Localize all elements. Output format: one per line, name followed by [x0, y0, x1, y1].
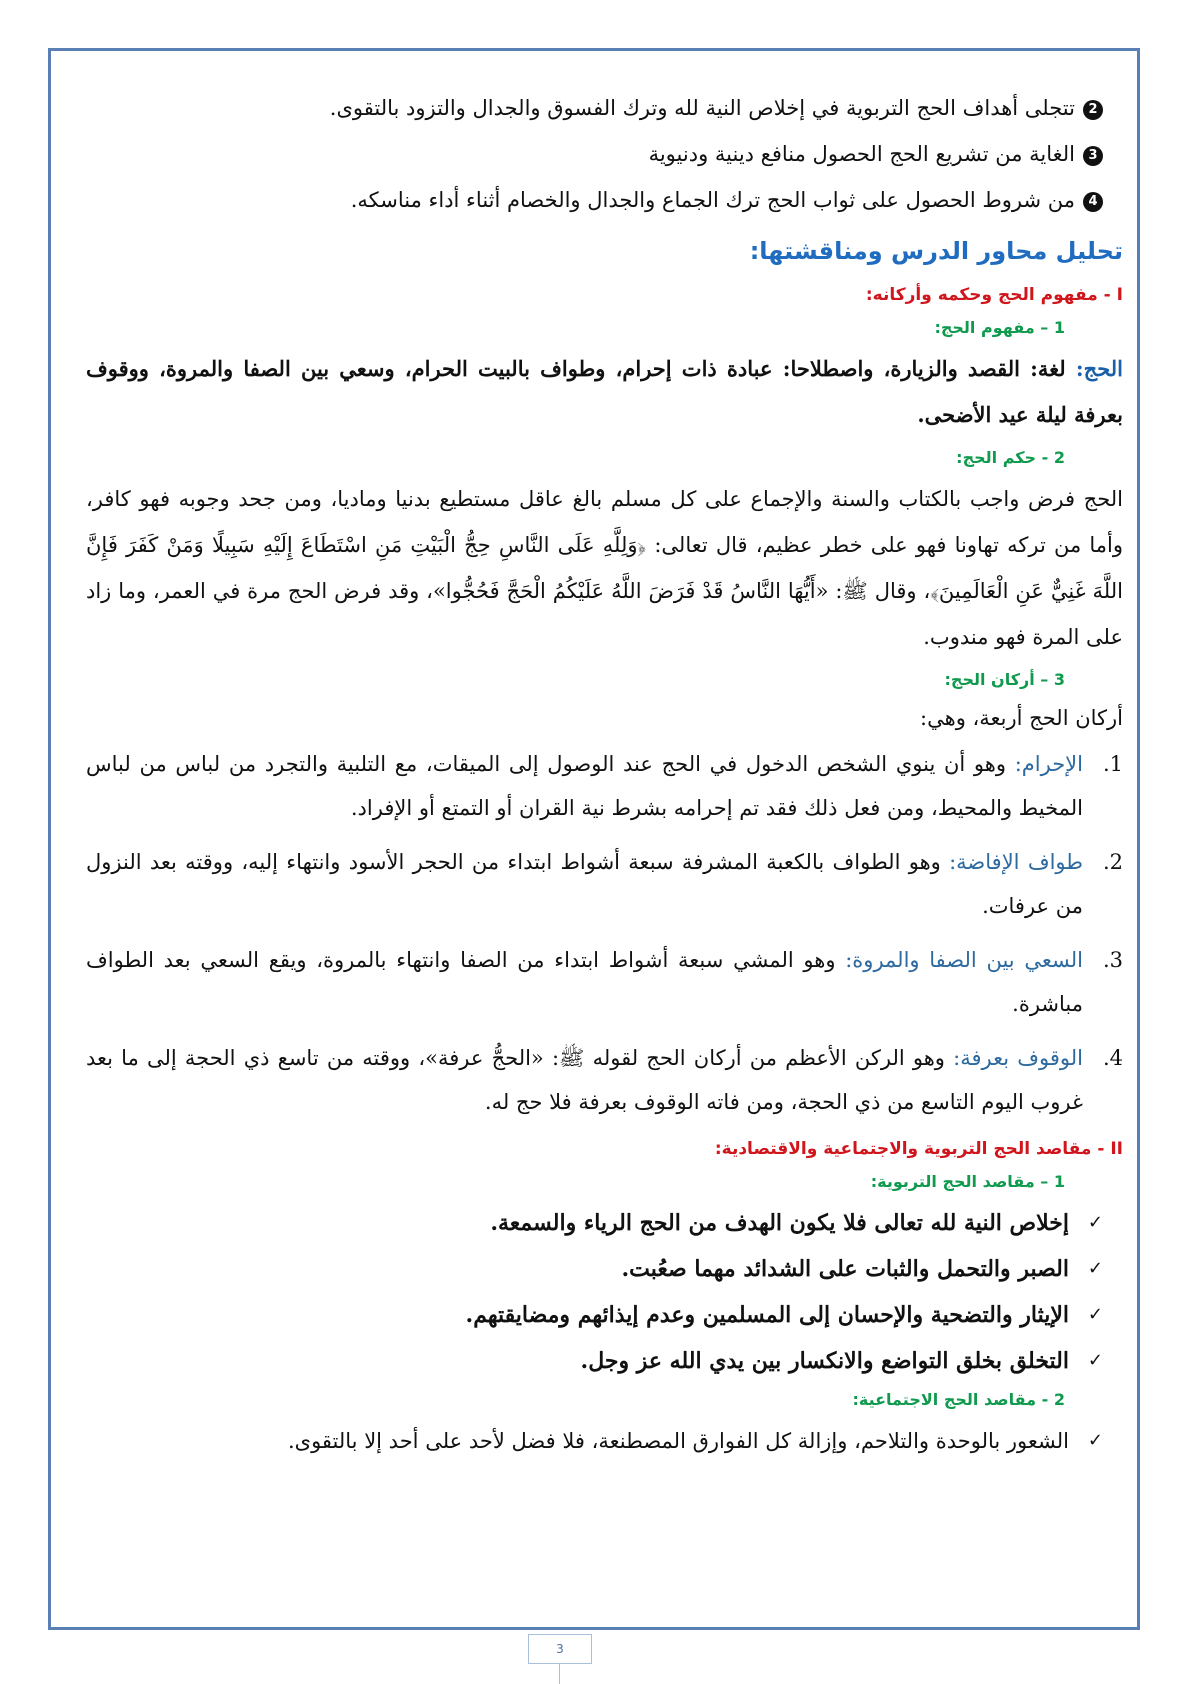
item-number: 2.: [1102, 850, 1123, 874]
ruling-title: 2 - حكم الحج:: [956, 448, 1065, 467]
pillar-term: الوقوف بعرفة:: [953, 1046, 1083, 1070]
page-number-divider: [559, 1664, 560, 1684]
list-item: ✓ الشعور بالوحدة والتلاحم، وإزالة كل الفوارق المصطنعة، فلا فضل لأحد على أحد إلا بالتقوى.: [86, 1418, 1103, 1464]
check-icon: ✓: [1087, 1304, 1103, 1325]
list-item: 1. الإحرام: وهو أن ينوي الشخص الدخول في الحج عند الوصول إلى الميقات، مع التلبية والتجرد من لباس من لباس المخيط والمحيط، ومن فعل ذلك فقد تم إحرامه بشرط نية القران أو التمتع أو الإفراد.: [86, 742, 1123, 830]
list-item: ✓ التخلق بخلق التواضع والانكسار بين يدي الله عز وجل.: [86, 1338, 1103, 1384]
pillars-list: [86, 742, 1123, 1124]
numbered-statement-3: 3الغاية من تشريع الحج الحصول منافع دينية ودنيوية: [86, 134, 1103, 174]
main-heading: تحليل محاور الدرس ومناقشتها:: [749, 237, 1123, 265]
list-item: 2. طواف الإفاضة: وهو الطواف بالكعبة المشرفة سبعة أشواط ابتداء من الحجر الأسود وانتهاء إليه، ووقته بعد النزول من عرفات.: [86, 840, 1123, 928]
item-number: 1.: [1102, 752, 1123, 776]
pillar-term: طواف الإفاضة:: [949, 850, 1083, 874]
circled-number: 4: [1083, 192, 1103, 212]
list-item: 3. السعي بين الصفا والمروة: وهو المشي سبعة أشواط ابتداء من الصفا وانتهاء بالمروة، ويقع السعي بعد الطواف مباشرة.: [86, 938, 1123, 1026]
social-title: 2 - مقاصد الحج الاجتماعية:: [852, 1390, 1065, 1409]
numbered-statement-4: 4من شروط الحصول على ثواب الحج ترك الجماع والجدال والخصام أثناء أداء مناسكه.: [86, 180, 1103, 220]
list-item: 4. الوقوف بعرفة: وهو الركن الأعظم من أركان الحج لقوله ﷺ: «الحجُّ عرفة»، ووقته من تاسع ذي الحجة إلى ما بعد غروب اليوم التاسع من ذي الحجة، ومن فاته الوقوف بعرفة فلا حج له.: [86, 1036, 1123, 1124]
ruling-paragraph: الحج فرض واجب بالكتاب والسنة والإجماع على كل مسلم بالغ عاقل مستطيع بدنيا وماديا، ومن جحد وجوبه فهو كافر، وأما من تركه تهاونا فهو على خطر عظيم، قال تعالى: ﴿وَلِلَّهِ عَلَى النَّاسِ حِجُّ الْبَيْتِ مَنِ اسْتَطَاعَ إِلَيْهِ سَبِيلًا وَمَنْ كَفَرَ فَإِنَّ اللَّهَ غَنِيٌّ عَنِ الْعَالَمِينَ﴾، وقال ﷺ: «أَيُّهَا النَّاسُ قَدْ فَرَضَ اللَّهُ عَلَيْكُمُ الْحَجَّ فَحُجُّوا»، وقد فرض الحج مرة في العمر، وما زاد على المرة فهو مندوب.: [86, 487, 1123, 649]
item-number: 4.: [1102, 1046, 1123, 1070]
pillar-term: الإحرام:: [1014, 752, 1083, 776]
social-list: [86, 1418, 1103, 1464]
section-2-title: II - مقاصد الحج التربوية والاجتماعية والاقتصادية:: [714, 1139, 1123, 1159]
item-number: 3.: [1102, 948, 1123, 972]
quran-verse: ﴿وَلِلَّهِ عَلَى النَّاسِ حِجُّ الْبَيْتِ مَنِ اسْتَطَاعَ إِلَيْهِ سَبِيلًا وَمَنْ كَفَرَ فَإِنَّ اللَّهَ غَنِيٌّ عَنِ الْعَالَمِينَ﴾: [86, 533, 1123, 603]
circled-number: 2: [1083, 100, 1103, 120]
pillar-term: السعي بين الصفا والمروة:: [845, 948, 1083, 972]
list-item: ✓ إخلاص النية لله تعالى فلا يكون الهدف من الحج الرياء والسمعة.: [86, 1200, 1103, 1246]
numbered-statement-2: 2تتجلى أهداف الحج التربوية في إخلاص النية لله وترك الفسوق والجدال والتزود بالتقوى.: [86, 88, 1103, 128]
check-icon: ✓: [1087, 1212, 1103, 1233]
list-item: ✓ الصبر والتحمل والثبات على الشدائد مهما صعُبت.: [86, 1246, 1103, 1292]
educational-list: [86, 1200, 1103, 1384]
check-icon: ✓: [1087, 1258, 1103, 1279]
list-item: ✓ الإيثار والتضحية والإحسان إلى المسلمين وعدم إيذائهم ومضايقتهم.: [86, 1292, 1103, 1338]
educational-title: 1 – مقاصد الحج التربوية:: [870, 1172, 1065, 1191]
check-icon: ✓: [1087, 1350, 1103, 1371]
circled-number: 3: [1083, 146, 1103, 166]
concept-lead: الحج:: [1075, 356, 1123, 381]
pillars-title: 3 – أركان الحج:: [944, 670, 1065, 689]
pillars-intro: أركان الحج أربعة، وهي:: [920, 706, 1123, 730]
page-content: [86, 88, 1123, 1464]
section-1-title: I - مفهوم الحج وحكمه وأركانه:: [865, 285, 1123, 305]
check-icon: ✓: [1087, 1430, 1103, 1451]
concept-title: 1 – مفهوم الحج:: [934, 318, 1065, 337]
page-number: 3: [528, 1634, 592, 1664]
concept-paragraph: الحج: لغة: القصد والزيارة، واصطلاحا: عبادة ذات إحرام، وطواف بالبيت الحرام، وسعي بين الصفا والمروة، ووقوف بعرفة ليلة عيد الأضحى.: [86, 356, 1123, 427]
